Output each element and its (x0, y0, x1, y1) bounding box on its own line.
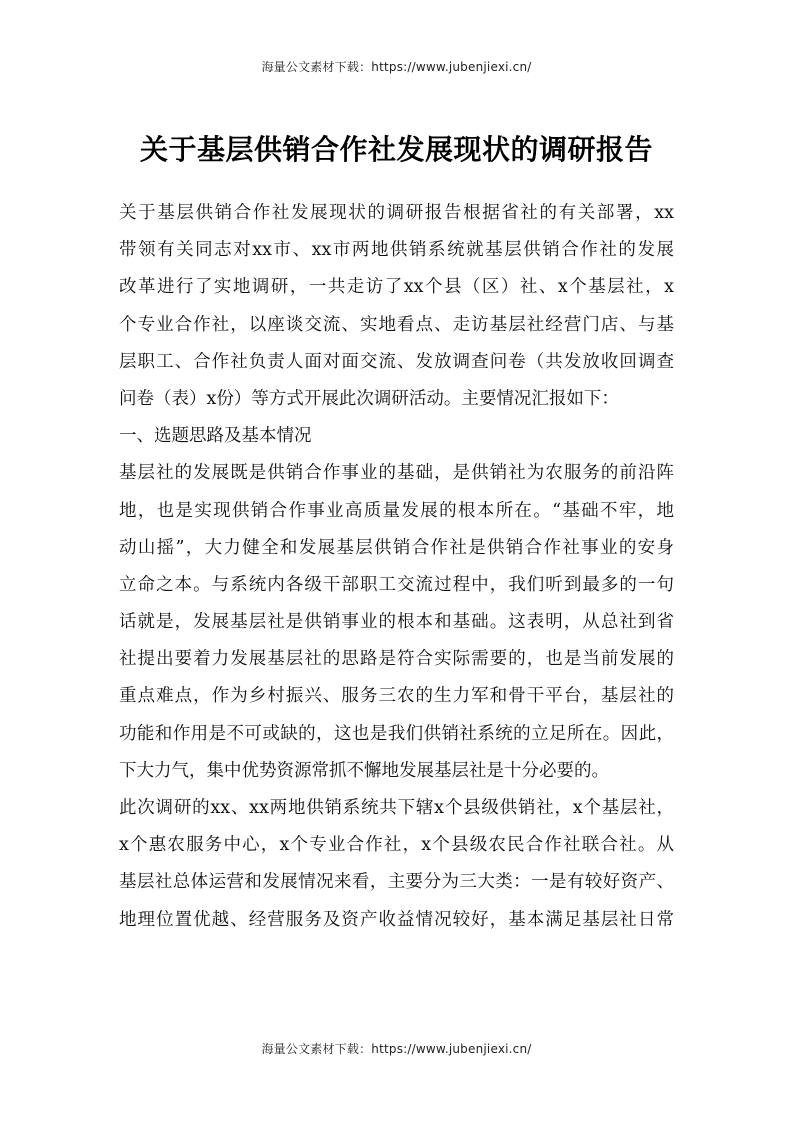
document-title: 关于基层供销合作社发展现状的调研报告 (139, 133, 653, 166)
body-line: 社提出要着力发展基层社的思路是符合实际需要的，也是当前发展的 (119, 649, 674, 670)
document-body (119, 195, 674, 939)
page-footer: 海量公文素材下载：https://www.jubenjiexi.cn/ (261, 1042, 532, 1056)
body-line: 功能和作用是不可或缺的，这也是我们供销社系统的立足所在。因此， (119, 723, 674, 744)
body-line: 基层社的发展既是供销合作事业的基础，是供销社为农服务的前沿阵 (119, 463, 674, 484)
body-line: 地，也是实现供销合作事业高质量发展的根本所在。“基础不牢，地 (119, 500, 674, 521)
body-line: 地理位置优越、经营服务及资产收益情况较好，基本满足基层社日常 (119, 909, 674, 930)
body-line: x个惠农服务中心，x个专业合作社，x个县级农民合作社联合社。从 (119, 835, 674, 856)
body-line: 问卷（表）x份）等方式开展此次调研活动。主要情况汇报如下： (119, 388, 619, 409)
body-line: 下大力气，集中优势资源常抓不懈地发展基层社是十分必要的。 (119, 760, 609, 781)
body-line: 话就是，发展基层社是供销事业的根本和基础。这表明，从总社到省 (119, 612, 674, 633)
body-line: 动山摇”，大力健全和发展基层供销合作社是供销合作社事业的安身 (119, 537, 674, 558)
body-line: 立命之本。与系统内各级干部职工交流过程中，我们听到最多的一句 (119, 574, 674, 595)
body-line: 此次调研的xx、xx两地供销系统共下辖x个县级供销社，x个基层社， (119, 798, 674, 818)
body-line: 基层社总体运营和发展情况来看，主要分为三大类：一是有较好资产、 (119, 872, 674, 893)
body-line: 层职工、合作社负责人面对面交流、发放调查问卷（共发放收回调查 (119, 351, 674, 372)
body-line: 重点难点，作为乡村振兴、服务三农的生力军和骨干平台，基层社的 (119, 686, 674, 707)
body-line: 关于基层供销合作社发展现状的调研报告根据省社的有关部署，xx (119, 203, 674, 223)
body-line: 一、选题思路及基本情况 (119, 426, 312, 447)
body-line: 个专业合作社，以座谈交流、实地看点、走访基层社经营门店、与基 (119, 314, 674, 335)
page-header: 海量公文素材下载：https://www.jubenjiexi.cn/ (261, 60, 532, 74)
body-line: 带领有关同志对xx市、xx市两地供销系统就基层供销合作社的发展 (119, 240, 674, 261)
body-line: 改革进行了实地调研，一共走访了xx个县（区）社、x个基层社，x (119, 277, 674, 298)
